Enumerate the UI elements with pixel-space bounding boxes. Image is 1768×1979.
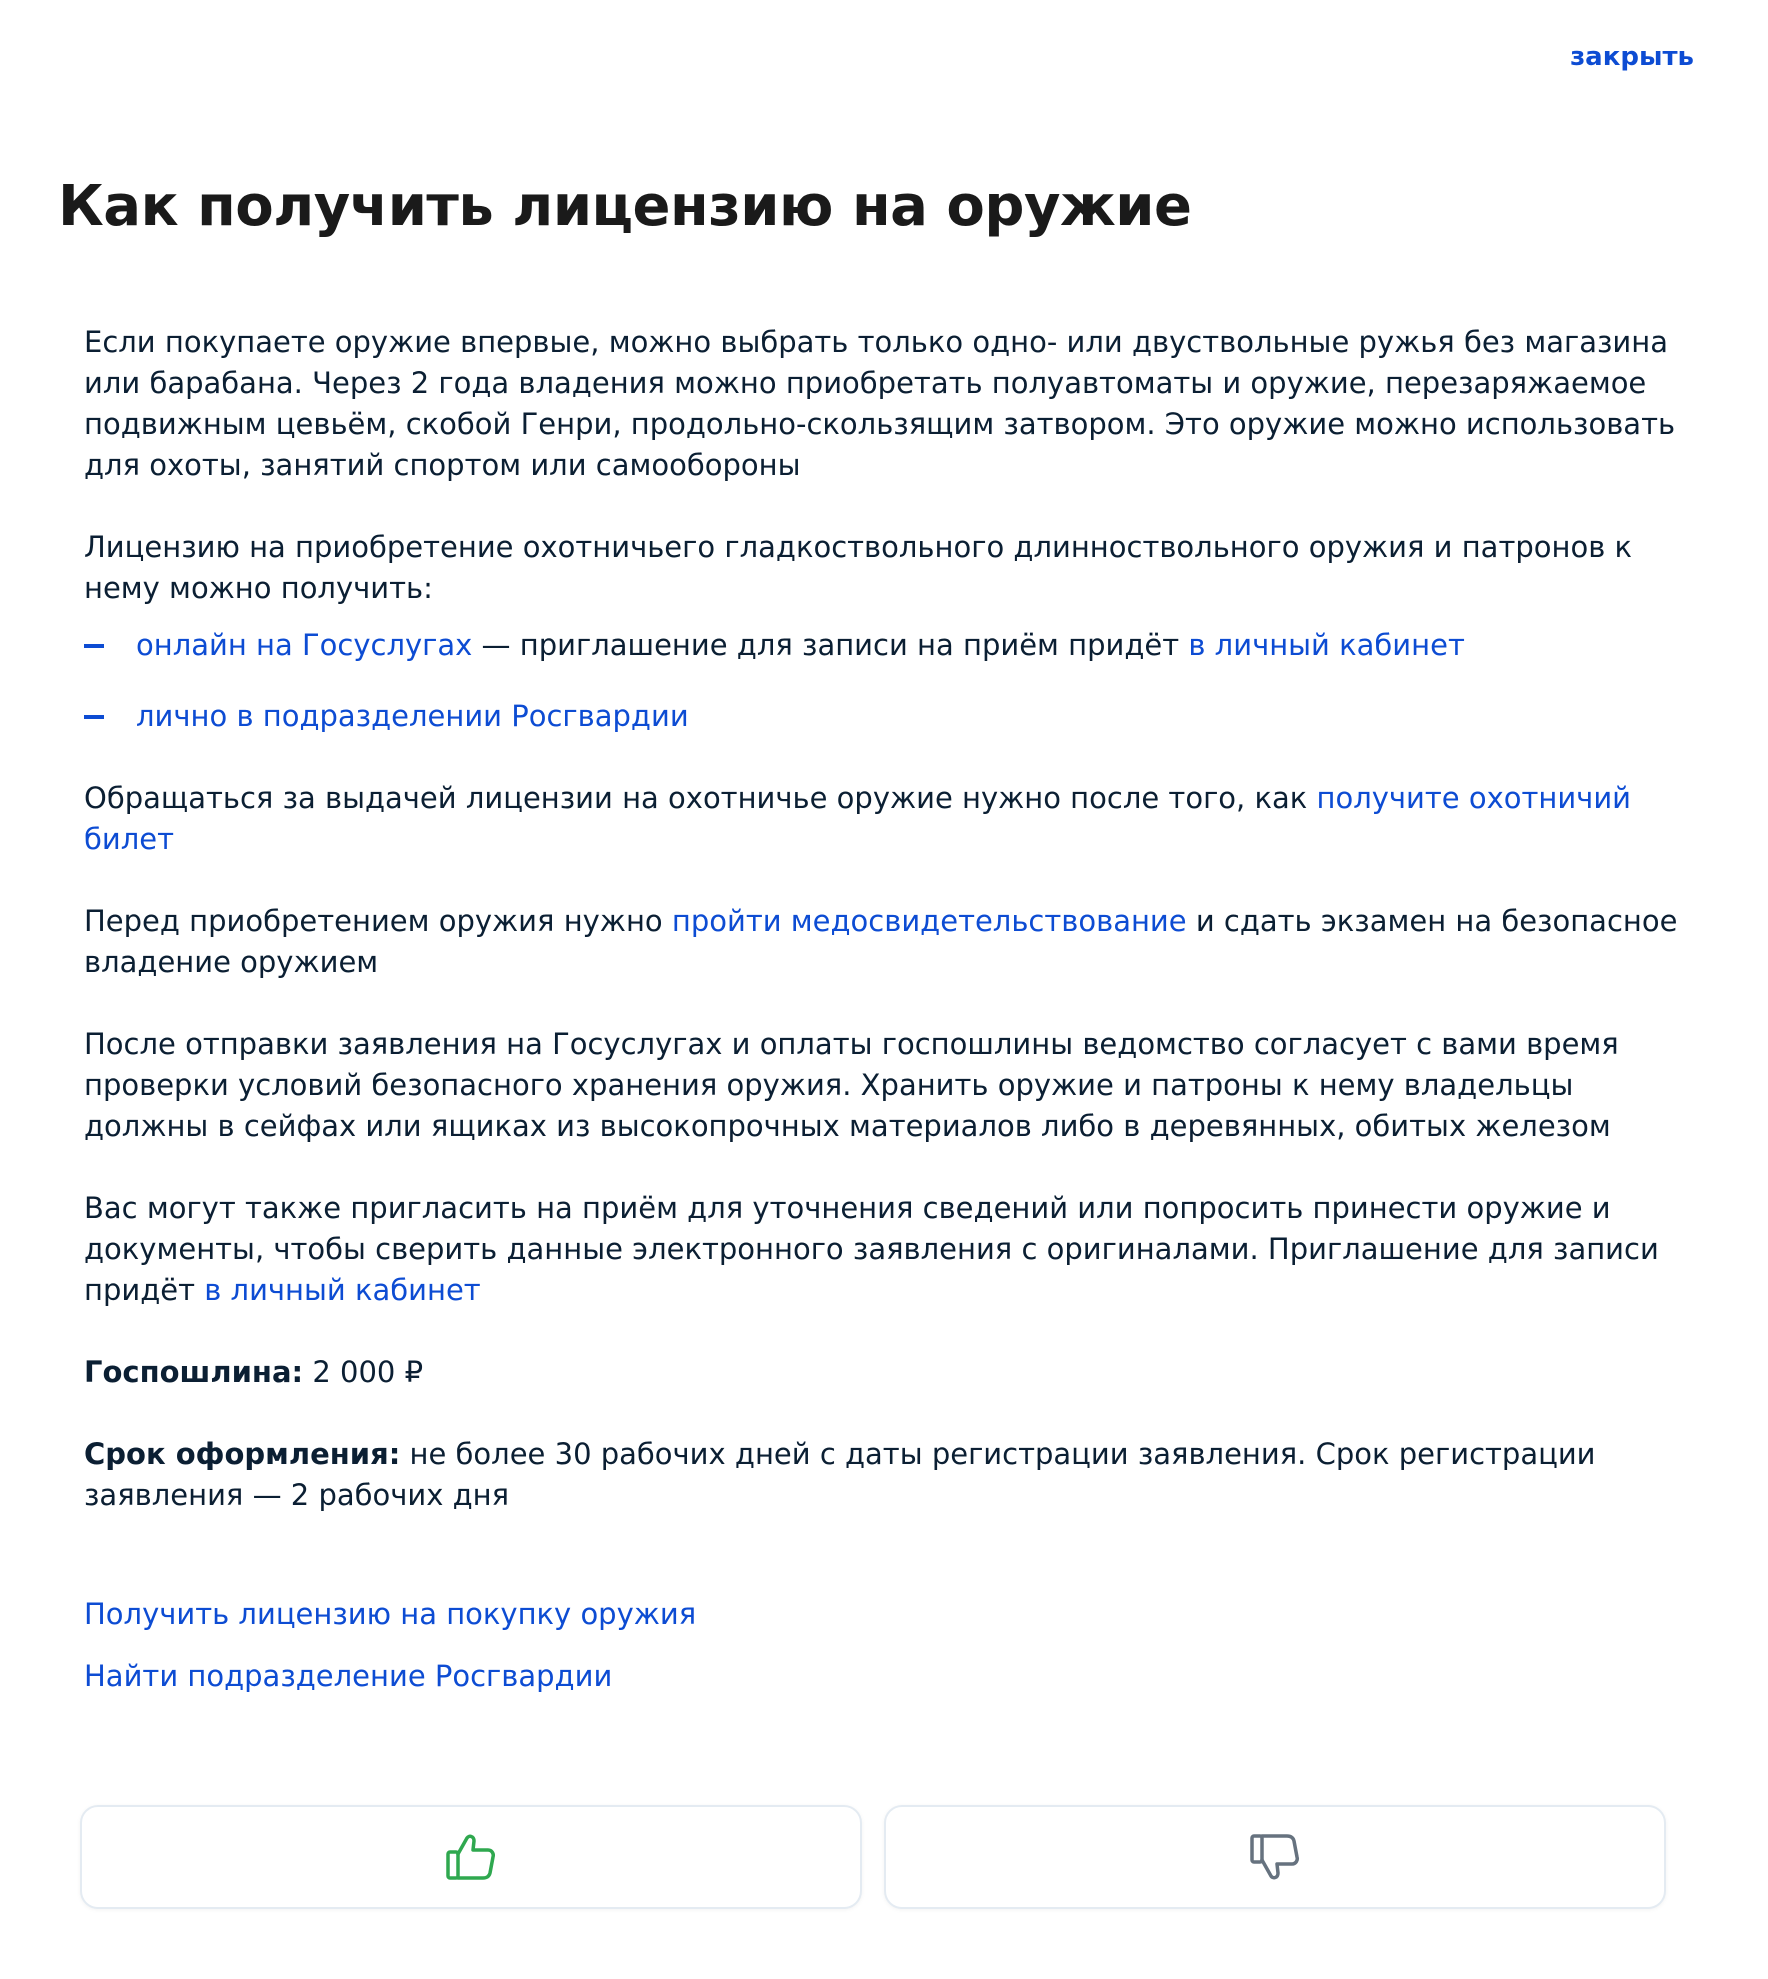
actions-block — [84, 1594, 696, 1718]
invitation-paragraph — [84, 1188, 1684, 1311]
term-label: Срок оформления: — [84, 1437, 401, 1471]
find-unit-link[interactable]: Найти подразделение Росгвардии — [84, 1659, 613, 1693]
rosgvardia-office-link[interactable]: лично в подразделении Росгвардии — [136, 699, 689, 733]
online-description: — приглашение для записи на приём придёт — [472, 628, 1189, 662]
dash-bullet-icon — [84, 644, 104, 648]
online-gosuslugi-link[interactable]: онлайн на Госуслугах — [136, 628, 473, 662]
dislike-button[interactable] — [884, 1805, 1666, 1909]
close-button[interactable]: закрыть — [1570, 42, 1694, 72]
hunting-ticket-text: Обращаться за выдачей лицензии на охотничье оружие нужно после того, как — [84, 781, 1317, 815]
hunting-ticket-link[interactable]: получите охотничий билет — [84, 781, 1632, 856]
personal-cabinet-link[interactable]: в личный кабинет — [1188, 628, 1465, 662]
medical-exam-link[interactable]: пройти медосвидетельствование — [671, 904, 1187, 938]
fee-value: 2 000 ₽ — [303, 1355, 424, 1389]
term-value: не более 30 рабочих дней с даты регистрации заявления. Срок регистрации заявления — 2 рабочих дня — [84, 1437, 1596, 1512]
article-body — [84, 322, 1684, 1557]
like-button[interactable] — [80, 1805, 862, 1909]
hunting-ticket-paragraph — [84, 778, 1684, 860]
list-item-personal — [84, 696, 1684, 737]
fee-paragraph — [84, 1352, 1684, 1393]
storage-paragraph: После отправки заявления на Госуслугах и оплаты госпошлины ведомство согласует с вами время проверки условий безопасного хранения оружия. Хранить оружие и патроны к нему владельцы должны в сейфах или ящиках из высокопрочных материалов либо в деревянных, обитых железом — [84, 1027, 1619, 1143]
thumbs-up-icon — [445, 1832, 497, 1882]
medical-text-after: и сдать экзамен на безопасное владение оружием — [84, 904, 1678, 979]
term-paragraph — [84, 1434, 1684, 1516]
license-ways-lead: Лицензию на приобретение охотничьего гладкоствольного длинноствольного оружия и патронов к нему можно получить: — [84, 530, 1633, 605]
list-item-online — [84, 625, 1684, 666]
get-license-link[interactable]: Получить лицензию на покупку оружия — [84, 1597, 697, 1631]
medical-paragraph — [84, 901, 1684, 983]
medical-text-before: Перед приобретением оружия нужно — [84, 904, 672, 938]
page-title: Как получить лицензию на оружие — [58, 174, 1192, 239]
fee-label: Госпошлина: — [84, 1355, 304, 1389]
dash-bullet-icon — [84, 715, 104, 719]
intro-paragraph: Если покупаете оружие впервые, можно выбрать только одно- или двуствольные ружья без магазина или барабана. Через 2 года владения можно приобретать полуавтоматы и оружие, перезаряжаемое подвижным цевьём, скобой Генри, продольно-скользящим затвором. Это оружие можно использовать для охоты, занятий спортом или самообороны — [84, 325, 1676, 482]
invitation-text: Вас могут также пригласить на приём для уточнения сведений или попросить принести оружие и документы, чтобы сверить данные электронного заявления с оригиналами. Приглашение для записи придёт — [84, 1191, 1659, 1307]
license-ways-list — [84, 625, 1684, 737]
invitation-cabinet-link[interactable]: в личный кабинет — [204, 1273, 481, 1307]
thumbs-down-icon — [1249, 1832, 1301, 1882]
